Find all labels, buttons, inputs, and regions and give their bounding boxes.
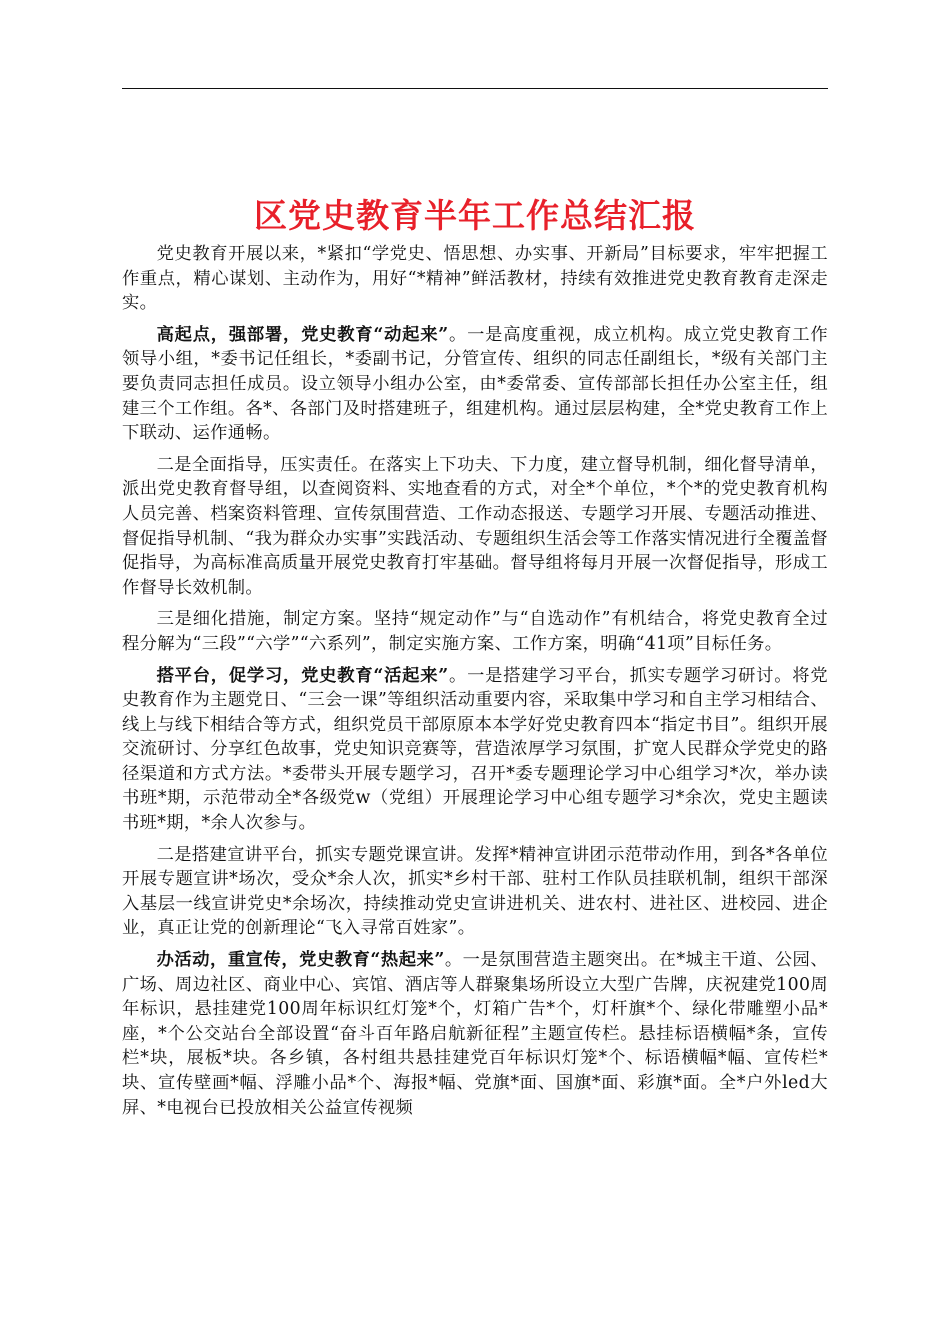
paragraph-text: 二是全面指导，压实责任。在落实上下功夫、下力度，建立督导机制，细化督导清单，派出党史教育督导组，以查阅资料、实地查看的方式，对全*个单位，*个*的党史教育机构人员完善、档案资料管理、宣传氛围营造、工作动态报送、专题学习开展、专题活动推进、督促指导机制、“我为群众办实事”实践活动、专题组织生活会等工作落实情况进行全覆盖督促指导，为高标准高质量开展党史教育打牢基础。督导组将每月开展一次督促指导，形成工作督导长效机制。: [122, 454, 828, 598]
paragraph-text: 党史教育开展以来，*紧扣“学党史、悟思想、办实事、开新局”目标要求，牢牢把握工作重点，精心谋划、主动作为，用好“*精神”鲜活教材，持续有效推进党史教育教育走深走实。: [122, 244, 828, 314]
paragraph-text: 。一是搭建学习平台，抓实专题学习研讨。将党史教育作为主题党日、“三会一课”等组织活动重要内容，采取集中学习和自主学习相结合、线上与线下相结合等方式，组织党员干部原原本本学好党史教育四本“指定书目”。组织开展交流研讨、分享红色故事，党史知识竞赛等，营造浓厚学习氛围，扩宽人民群众学党史的路径渠道和方式方法。*委带头开展专题学习，召开*委专题理论学习中心组学习*次，举办读书班*期，示范带动全*各级党w（党组）开展理论学习中心组专题学习*余次，党史主题读书班*期，*余人次参与。: [122, 665, 828, 834]
document-body: [122, 242, 828, 1127]
paragraph-intro: [122, 242, 828, 316]
header-rule: [122, 88, 828, 89]
paragraph-section-3: [122, 948, 828, 1120]
document-title: 区党史教育半年工作总结汇报: [254, 196, 696, 235]
section-heading: 办活动，重宣传，党史教育“热起来”: [156, 950, 445, 971]
section-heading: 搭平台，促学习，党史教育“活起来”: [156, 665, 449, 686]
paragraph-section-2-item-2: [122, 843, 828, 941]
paragraph-text: 。一是高度重视，成立机构。成立党史教育工作领导小组，*委书记任组长，*委副书记，分管宣传、组织的同志任副组长，*级有关部门主要负责同志担任成员。设立领导小组办公室，由*委常委、宣传部部长担任办公室主任，组建三个工作组。各*、各部门及时搭建班子，组建机构。通过层层构建，全*党史教育工作上下联动、运作通畅。: [122, 324, 828, 444]
paragraph-section-2: [122, 664, 828, 836]
section-heading: 高起点，强部署，党史教育“动起来”: [156, 324, 449, 345]
paragraph-section-1-item-3: [122, 607, 828, 656]
paragraph-text: 。一是氛围营造主题突出。在*城主干道、公园、广场、周边社区、商业中心、宾馆、酒店等人群聚集场所设立大型广告牌，庆祝建党100周年标识，悬挂建党100周年标识红灯笼*个，灯箱广告*个，灯杆旗*个、绿化带雕塑小品*座，*个公交站台全部设置“奋斗百年路启航新征程”主题宣传栏。悬挂标语横幅*条，宣传栏*块，展板*块。各乡镇，各村组共悬挂建党百年标识灯笼*个、标语横幅*幅、宣传栏*块、宣传壁画*幅、浮雕小品*个、海报*幅、党旗*面、国旗*面、彩旗*面。全*户外led大屏、*电视台已投放相关公益宣传视频: [122, 950, 828, 1118]
paragraph-text: 二是搭建宣讲平台，抓实专题党课宣讲。发挥*精神宣讲团示范带动作用，到各*各单位开展专题宣讲*场次，受众*余人次，抓实*乡村干部、驻村工作队员挂联机制，组织干部深入基层一线宣讲党史*余场次，持续推动党史宣讲进机关、进农村、进社区、进校园、进企业，真正让党的创新理论“飞入寻常百姓家”。: [122, 844, 828, 939]
paragraph-section-1-item-2: [122, 453, 828, 601]
paragraph-text: 三是细化措施，制定方案。坚持“规定动作”与“自选动作”有机结合，将党史教育全过程分解为“三段”“六学”“六系列”，制定实施方案、工作方案，明确“41项”目标任务。: [122, 609, 828, 654]
paragraph-section-1: [122, 323, 828, 446]
